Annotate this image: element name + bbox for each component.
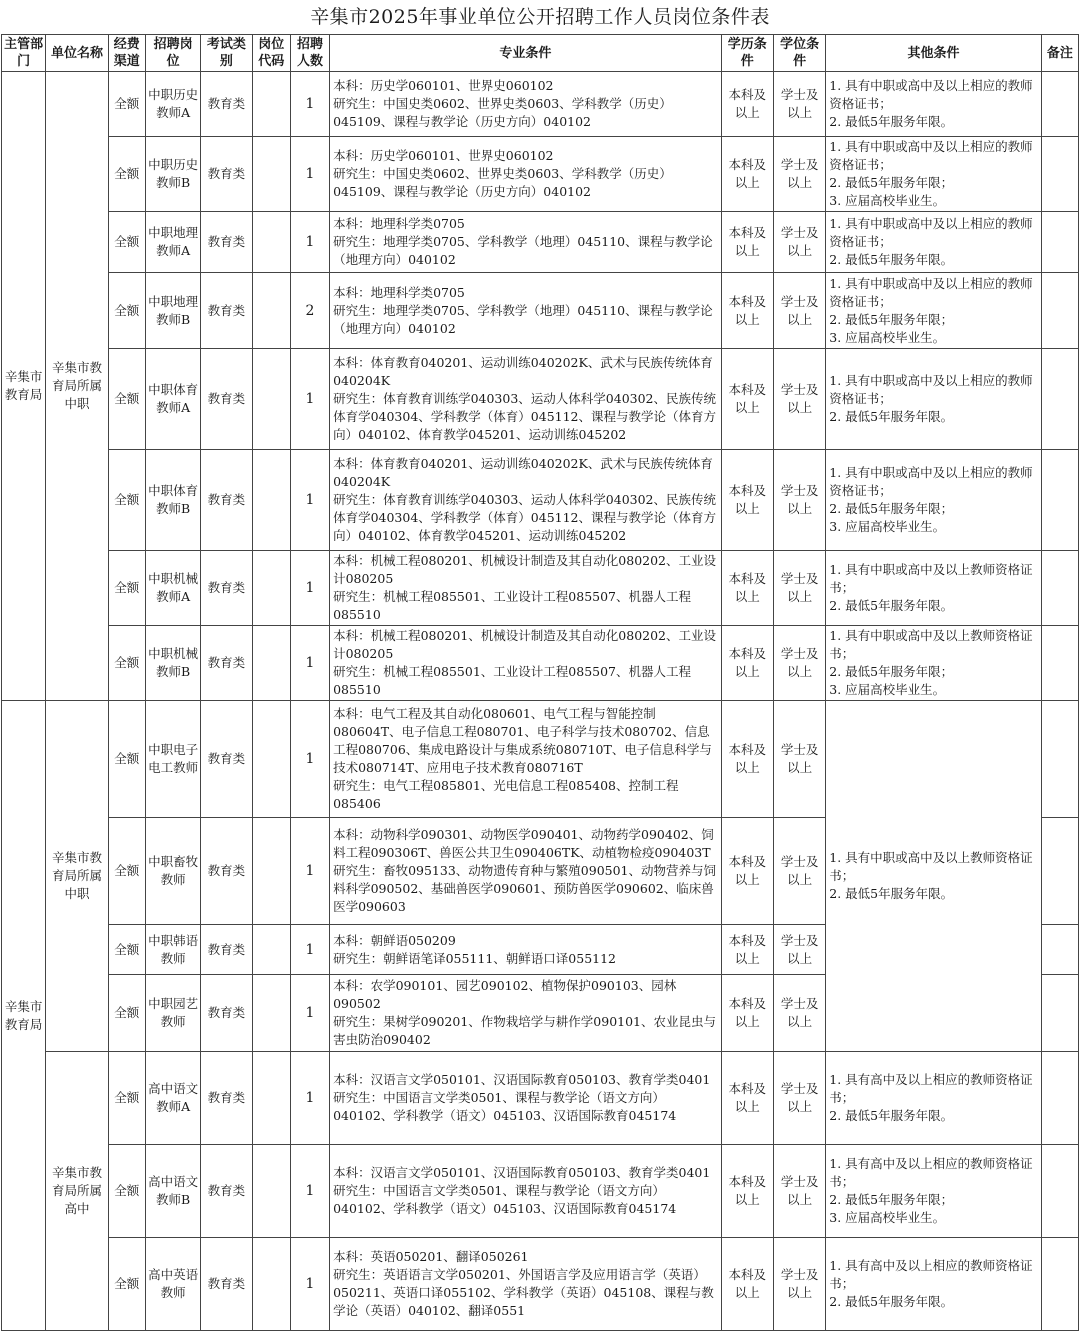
note-cell xyxy=(1041,212,1078,273)
major-line: 研究生：机械工程085501、工业设计工程085507、机器人工程085510 xyxy=(333,664,692,697)
position-cell: 中职畜牧教师 xyxy=(145,818,200,925)
other-cell xyxy=(826,551,1041,626)
note-cell xyxy=(1041,349,1078,450)
education-cell: 本科及以上 xyxy=(721,1052,773,1145)
note-cell xyxy=(1041,450,1078,551)
degree-cell: 学士及以上 xyxy=(773,626,825,701)
education-cell: 本科及以上 xyxy=(721,137,773,212)
header-dept: 主管部门 xyxy=(2,35,46,72)
table-row xyxy=(2,349,1079,450)
funding-cell: 全额 xyxy=(108,925,145,975)
header-count: 招聘人数 xyxy=(290,35,329,72)
code-cell xyxy=(252,450,290,551)
other-cell xyxy=(826,212,1041,273)
major-cell xyxy=(330,975,722,1052)
major-cell xyxy=(330,626,722,701)
count-cell: 1 xyxy=(290,349,329,450)
major-line: 本科：地理科学类0705 xyxy=(333,216,465,231)
exam-cell: 教育类 xyxy=(201,925,252,975)
other-line: 3. 应届高校毕业生。 xyxy=(829,682,946,697)
other-line: 3. 应届高校毕业生。 xyxy=(829,519,946,534)
education-cell: 本科及以上 xyxy=(721,450,773,551)
header-position: 招聘岗位 xyxy=(145,35,200,72)
note-cell xyxy=(1041,551,1078,626)
major-cell xyxy=(330,212,722,273)
major-line: 研究生：朝鲜语笔译055111、朝鲜语口译055112 xyxy=(333,950,617,966)
other-line: 3. 应届高校毕业生。 xyxy=(829,193,946,208)
other-line: 2. 最低5年服务年限。 xyxy=(829,114,954,129)
education-cell: 本科及以上 xyxy=(721,701,773,818)
major-line: 本科：农学090101、园艺090102、植物保护090103、园林090502 xyxy=(333,978,677,1011)
other-cell xyxy=(826,137,1041,212)
degree-cell: 学士及以上 xyxy=(773,975,825,1052)
major-cell xyxy=(330,273,722,349)
exam-cell: 教育类 xyxy=(201,818,252,925)
degree-cell: 学士及以上 xyxy=(773,818,825,925)
funding-cell: 全额 xyxy=(108,1052,145,1145)
code-cell xyxy=(252,626,290,701)
note-cell xyxy=(1041,701,1078,818)
other-line: 1. 具有高中及以上相应的教师资格证书； xyxy=(829,1072,1033,1105)
education-cell: 本科及以上 xyxy=(721,975,773,1052)
other-line: 1. 具有中职或高中及以上教师资格证书； xyxy=(829,850,1033,883)
position-cell: 高中语文教师B xyxy=(145,1145,200,1238)
degree-cell: 学士及以上 xyxy=(773,137,825,212)
funding-cell: 全额 xyxy=(108,818,145,925)
degree-cell: 学士及以上 xyxy=(773,72,825,137)
major-line: 研究生：英语语言文学050201、外国语言学及应用语言学（英语）050211、英语口译055102、学科教学（英语）045108、课程与教学论（英语）040102、翻译0551 xyxy=(333,1267,714,1318)
major-line: 本科：电气工程及其自动化080601、电气工程与智能控制080604T、电子信息工程080701、电子科学与技术080702、信息工程080706、集成电路设计与集成系统080710T、电子信息科学与技术080714T、应用电子技术教育080716T xyxy=(333,706,712,775)
count-cell: 1 xyxy=(290,72,329,137)
note-cell xyxy=(1041,818,1078,925)
other-line: 1. 具有中职或高中及以上相应的教师资格证书； xyxy=(829,465,1033,498)
other-cell xyxy=(826,273,1041,349)
other-line: 1. 具有中职或高中及以上教师资格证书； xyxy=(829,628,1033,661)
other-line: 1. 具有高中及以上相应的教师资格证书； xyxy=(829,1258,1033,1291)
other-line: 1. 具有中职或高中及以上相应的教师资格证书； xyxy=(829,275,1033,309)
other-line: 1. 具有中职或高中及以上相应的教师资格证书； xyxy=(829,373,1033,406)
major-line: 研究生：体育教育训练学040303、运动人体科学040302、民族传统体育学040304、学科教学（体育）045112、课程与教学论（体育方向）040102、体育教学045201、运动训练045202 xyxy=(333,391,717,442)
header-note: 备注 xyxy=(1041,35,1078,72)
table-row xyxy=(2,1145,1079,1238)
major-line: 本科：体育教育040201、运动训练040202K、武术与民族传统体育040204K xyxy=(333,456,713,489)
table-row xyxy=(2,1052,1079,1145)
note-cell xyxy=(1041,72,1078,137)
exam-cell: 教育类 xyxy=(201,1238,252,1331)
code-cell xyxy=(252,72,290,137)
major-line: 本科：历史学060101、世界史060102 xyxy=(333,78,554,93)
major-line: 本科：体育教育040201、运动训练040202K、武术与民族传统体育040204K xyxy=(333,355,713,388)
table-row xyxy=(2,450,1079,551)
major-line: 本科：历史学060101、世界史060102 xyxy=(333,148,554,163)
count-cell: 1 xyxy=(290,975,329,1052)
code-cell xyxy=(252,1052,290,1145)
note-cell xyxy=(1041,925,1078,975)
education-cell: 本科及以上 xyxy=(721,925,773,975)
count-cell: 2 xyxy=(290,273,329,349)
position-cell: 中职地理教师A xyxy=(145,212,200,273)
position-cell: 中职机械教师B xyxy=(145,626,200,701)
education-cell: 本科及以上 xyxy=(721,72,773,137)
unit-cell: 辛集市教育局所属高中 xyxy=(46,1052,108,1331)
exam-cell: 教育类 xyxy=(201,273,252,349)
major-cell xyxy=(330,1052,722,1145)
code-cell xyxy=(252,818,290,925)
code-cell xyxy=(252,975,290,1052)
code-cell xyxy=(252,137,290,212)
other-line: 2. 最低5年服务年限。 xyxy=(829,409,954,424)
header-row xyxy=(2,35,1079,72)
major-line: 研究生：中国语言文学类0501、课程与教学论（语文方向）040102、学科教学（语文）045103、汉语国际教育045174 xyxy=(333,1183,677,1216)
major-line: 研究生：中国史类0602、世界史类0603、学科教学（历史）045109、课程与教学论（历史方向）040102 xyxy=(333,96,672,129)
table-row xyxy=(2,212,1079,273)
code-cell xyxy=(252,1145,290,1238)
major-cell xyxy=(330,137,722,212)
major-line: 本科：机械工程080201、机械设计制造及其自动化080202、工业设计080205 xyxy=(333,628,717,661)
major-line: 本科：汉语言文学050101、汉语国际教育050103、教育学类0401 xyxy=(333,1072,711,1087)
header-major: 专业条件 xyxy=(330,35,722,72)
major-cell xyxy=(330,72,722,137)
dept-cell: 辛集市教育局 xyxy=(2,701,46,1331)
position-cell: 中职历史教师B xyxy=(145,137,200,212)
exam-cell: 教育类 xyxy=(201,450,252,551)
count-cell: 1 xyxy=(290,701,329,818)
count-cell: 1 xyxy=(290,818,329,925)
other-line: 2. 最低5年服务年限。 xyxy=(829,598,954,613)
table-row xyxy=(2,72,1079,137)
education-cell: 本科及以上 xyxy=(721,551,773,626)
funding-cell: 全额 xyxy=(108,273,145,349)
note-cell xyxy=(1041,1238,1078,1331)
other-cell xyxy=(826,450,1041,551)
education-cell: 本科及以上 xyxy=(721,1238,773,1331)
exam-cell: 教育类 xyxy=(201,137,252,212)
other-cell xyxy=(826,1145,1041,1238)
note-cell xyxy=(1041,273,1078,349)
note-cell xyxy=(1041,1052,1078,1145)
major-cell xyxy=(330,818,722,925)
other-line: 2. 最低5年服务年限。 xyxy=(829,1294,954,1309)
degree-cell: 学士及以上 xyxy=(773,212,825,273)
code-cell xyxy=(252,925,290,975)
header-unit: 单位名称 xyxy=(46,35,108,72)
education-cell: 本科及以上 xyxy=(721,818,773,925)
unit-cell: 辛集市教育局所属中职 xyxy=(46,701,108,1052)
position-cell: 高中语文教师A xyxy=(145,1052,200,1145)
education-cell: 本科及以上 xyxy=(721,349,773,450)
unit-cell: 辛集市教育局所属中职 xyxy=(46,72,108,701)
other-line: 2. 最低5年服务年限； xyxy=(829,175,954,190)
major-line: 本科：朝鲜语050209 xyxy=(333,932,456,948)
code-cell xyxy=(252,212,290,273)
other-line: 3. 应届高校毕业生。 xyxy=(829,329,946,345)
table-row xyxy=(2,701,1079,818)
count-cell: 1 xyxy=(290,551,329,626)
other-line: 2. 最低5年服务年限； xyxy=(829,501,954,516)
header-exam: 考试类别 xyxy=(201,35,252,72)
table-row xyxy=(2,551,1079,626)
table-row xyxy=(2,1238,1079,1331)
position-cell: 中职地理教师B xyxy=(145,273,200,349)
other-line: 1. 具有高中及以上相应的教师资格证书； xyxy=(829,1156,1033,1189)
funding-cell: 全额 xyxy=(108,349,145,450)
positions-table xyxy=(1,34,1079,1331)
education-cell: 本科及以上 xyxy=(721,626,773,701)
other-line: 2. 最低5年服务年限。 xyxy=(829,252,954,267)
table-row xyxy=(2,273,1079,349)
education-cell: 本科及以上 xyxy=(721,1145,773,1238)
count-cell: 1 xyxy=(290,212,329,273)
other-line: 1. 具有中职或高中及以上相应的教师资格证书； xyxy=(829,78,1033,111)
code-cell xyxy=(252,349,290,450)
position-cell: 中职机械教师A xyxy=(145,551,200,626)
page-title: 辛集市2025年事业单位公开招聘工作人员岗位条件表 xyxy=(310,6,770,28)
major-cell xyxy=(330,349,722,450)
degree-cell: 学士及以上 xyxy=(773,450,825,551)
count-cell: 1 xyxy=(290,137,329,212)
other-cell xyxy=(826,72,1041,137)
count-cell: 1 xyxy=(290,626,329,701)
exam-cell: 教育类 xyxy=(201,975,252,1052)
other-cell xyxy=(826,1238,1041,1331)
table-row xyxy=(2,626,1079,701)
degree-cell: 学士及以上 xyxy=(773,925,825,975)
funding-cell: 全额 xyxy=(108,551,145,626)
major-line: 研究生：果树学090201、作物栽培学与耕作学090101、农业昆虫与害虫防治090402 xyxy=(333,1014,717,1047)
exam-cell: 教育类 xyxy=(201,212,252,273)
exam-cell: 教育类 xyxy=(201,701,252,818)
other-line: 1. 具有中职或高中及以上相应的教师资格证书； xyxy=(829,139,1033,172)
other-line: 3. 应届高校毕业生。 xyxy=(829,1210,946,1225)
table-row xyxy=(2,137,1079,212)
major-cell xyxy=(330,551,722,626)
exam-cell: 教育类 xyxy=(201,1052,252,1145)
note-cell xyxy=(1041,137,1078,212)
other-line: 1. 具有中职或高中及以上教师资格证书； xyxy=(829,562,1033,595)
code-cell xyxy=(252,701,290,818)
funding-cell: 全额 xyxy=(108,137,145,212)
major-line: 研究生：畜牧095133、动物遗传育种与繁殖090501、动物营养与饲料科学090502、基础兽医学090601、预防兽医学090602、临床兽医学090603 xyxy=(333,863,717,914)
major-line: 本科：汉语言文学050101、汉语国际教育050103、教育学类0401 xyxy=(333,1165,711,1180)
header-other: 其他条件 xyxy=(826,35,1041,72)
count-cell: 1 xyxy=(290,1052,329,1145)
funding-cell: 全额 xyxy=(108,72,145,137)
position-cell: 中职历史教师A xyxy=(145,72,200,137)
count-cell: 1 xyxy=(290,1145,329,1238)
other-line: 2. 最低5年服务年限。 xyxy=(829,886,954,901)
major-line: 本科：英语050201、翻译050261 xyxy=(333,1249,529,1264)
funding-cell: 全额 xyxy=(108,626,145,701)
degree-cell: 学士及以上 xyxy=(773,1238,825,1331)
code-cell xyxy=(252,1238,290,1331)
degree-cell: 学士及以上 xyxy=(773,349,825,450)
exam-cell: 教育类 xyxy=(201,626,252,701)
major-line: 研究生：体育教育训练学040303、运动人体科学040302、民族传统体育学040304、学科教学（体育）045112、课程与教学论（体育方向）040102、体育教学045201、运动训练045202 xyxy=(333,492,717,543)
degree-cell: 学士及以上 xyxy=(773,273,825,349)
exam-cell: 教育类 xyxy=(201,551,252,626)
code-cell xyxy=(252,273,290,349)
major-line: 研究生：机械工程085501、工业设计工程085507、机器人工程085510 xyxy=(333,589,692,622)
header-education: 学历条件 xyxy=(721,35,773,72)
major-line: 研究生：中国语言文学类0501、课程与教学论（语文方向）040102、学科教学（语文）045103、汉语国际教育045174 xyxy=(333,1090,677,1123)
header-funding: 经费渠道 xyxy=(108,35,145,72)
dept-cell: 辛集市教育局 xyxy=(2,72,46,701)
other-cell xyxy=(826,349,1041,450)
education-cell: 本科及以上 xyxy=(721,273,773,349)
count-cell: 1 xyxy=(290,925,329,975)
degree-cell: 学士及以上 xyxy=(773,1145,825,1238)
header-code: 岗位代码 xyxy=(252,35,290,72)
position-cell: 中职园艺教师 xyxy=(145,975,200,1052)
exam-cell: 教育类 xyxy=(201,1145,252,1238)
degree-cell: 学士及以上 xyxy=(773,551,825,626)
count-cell: 1 xyxy=(290,450,329,551)
other-cell xyxy=(826,626,1041,701)
other-line: 2. 最低5年服务年限。 xyxy=(829,1108,954,1123)
header-degree: 学位条件 xyxy=(773,35,825,72)
count-cell: 1 xyxy=(290,1238,329,1331)
other-line: 1. 具有中职或高中及以上相应的教师资格证书； xyxy=(829,216,1033,249)
position-cell: 中职韩语教师 xyxy=(145,925,200,975)
position-cell: 中职体育教师B xyxy=(145,450,200,551)
major-line: 研究生：地理学类0705、学科教学（地理）045110、课程与教学论（地理方向）040102 xyxy=(333,302,713,336)
major-cell xyxy=(330,925,722,975)
position-cell: 高中英语教师 xyxy=(145,1238,200,1331)
position-cell: 中职体育教师A xyxy=(145,349,200,450)
other-line: 2. 最低5年服务年限； xyxy=(829,1192,954,1207)
major-cell xyxy=(330,1238,722,1331)
exam-cell: 教育类 xyxy=(201,72,252,137)
major-line: 本科：机械工程080201、机械设计制造及其自动化080202、工业设计080205 xyxy=(333,553,717,586)
other-line: 2. 最低5年服务年限； xyxy=(829,311,954,327)
education-cell: 本科及以上 xyxy=(721,212,773,273)
position-cell: 中职电子电工教师 xyxy=(145,701,200,818)
funding-cell: 全额 xyxy=(108,450,145,551)
note-cell xyxy=(1041,975,1078,1052)
funding-cell: 全额 xyxy=(108,975,145,1052)
note-cell xyxy=(1041,626,1078,701)
major-line: 研究生：电气工程085801、光电信息工程085408、控制工程085406 xyxy=(333,778,679,811)
degree-cell: 学士及以上 xyxy=(773,701,825,818)
major-line: 本科：地理科学类0705 xyxy=(333,284,465,300)
funding-cell: 全额 xyxy=(108,1238,145,1331)
other-cell-merged xyxy=(826,701,1041,1052)
code-cell xyxy=(252,551,290,626)
major-cell xyxy=(330,450,722,551)
major-line: 本科：动物科学090301、动物医学090401、动物药学090402、饲料工程090306T、兽医公共卫生090406TK、动植物检疫090403T xyxy=(333,827,714,860)
note-cell xyxy=(1041,1145,1078,1238)
other-line: 2. 最低5年服务年限； xyxy=(829,664,954,679)
funding-cell: 全额 xyxy=(108,212,145,273)
exam-cell: 教育类 xyxy=(201,349,252,450)
degree-cell: 学士及以上 xyxy=(773,1052,825,1145)
funding-cell: 全额 xyxy=(108,701,145,818)
major-cell xyxy=(330,701,722,818)
major-line: 研究生：中国史类0602、世界史类0603、学科教学（历史）045109、课程与教学论（历史方向）040102 xyxy=(333,166,672,199)
other-cell xyxy=(826,1052,1041,1145)
major-cell xyxy=(330,1145,722,1238)
funding-cell: 全额 xyxy=(108,1145,145,1238)
major-line: 研究生：地理学类0705、学科教学（地理）045110、课程与教学论（地理方向）040102 xyxy=(333,234,713,267)
